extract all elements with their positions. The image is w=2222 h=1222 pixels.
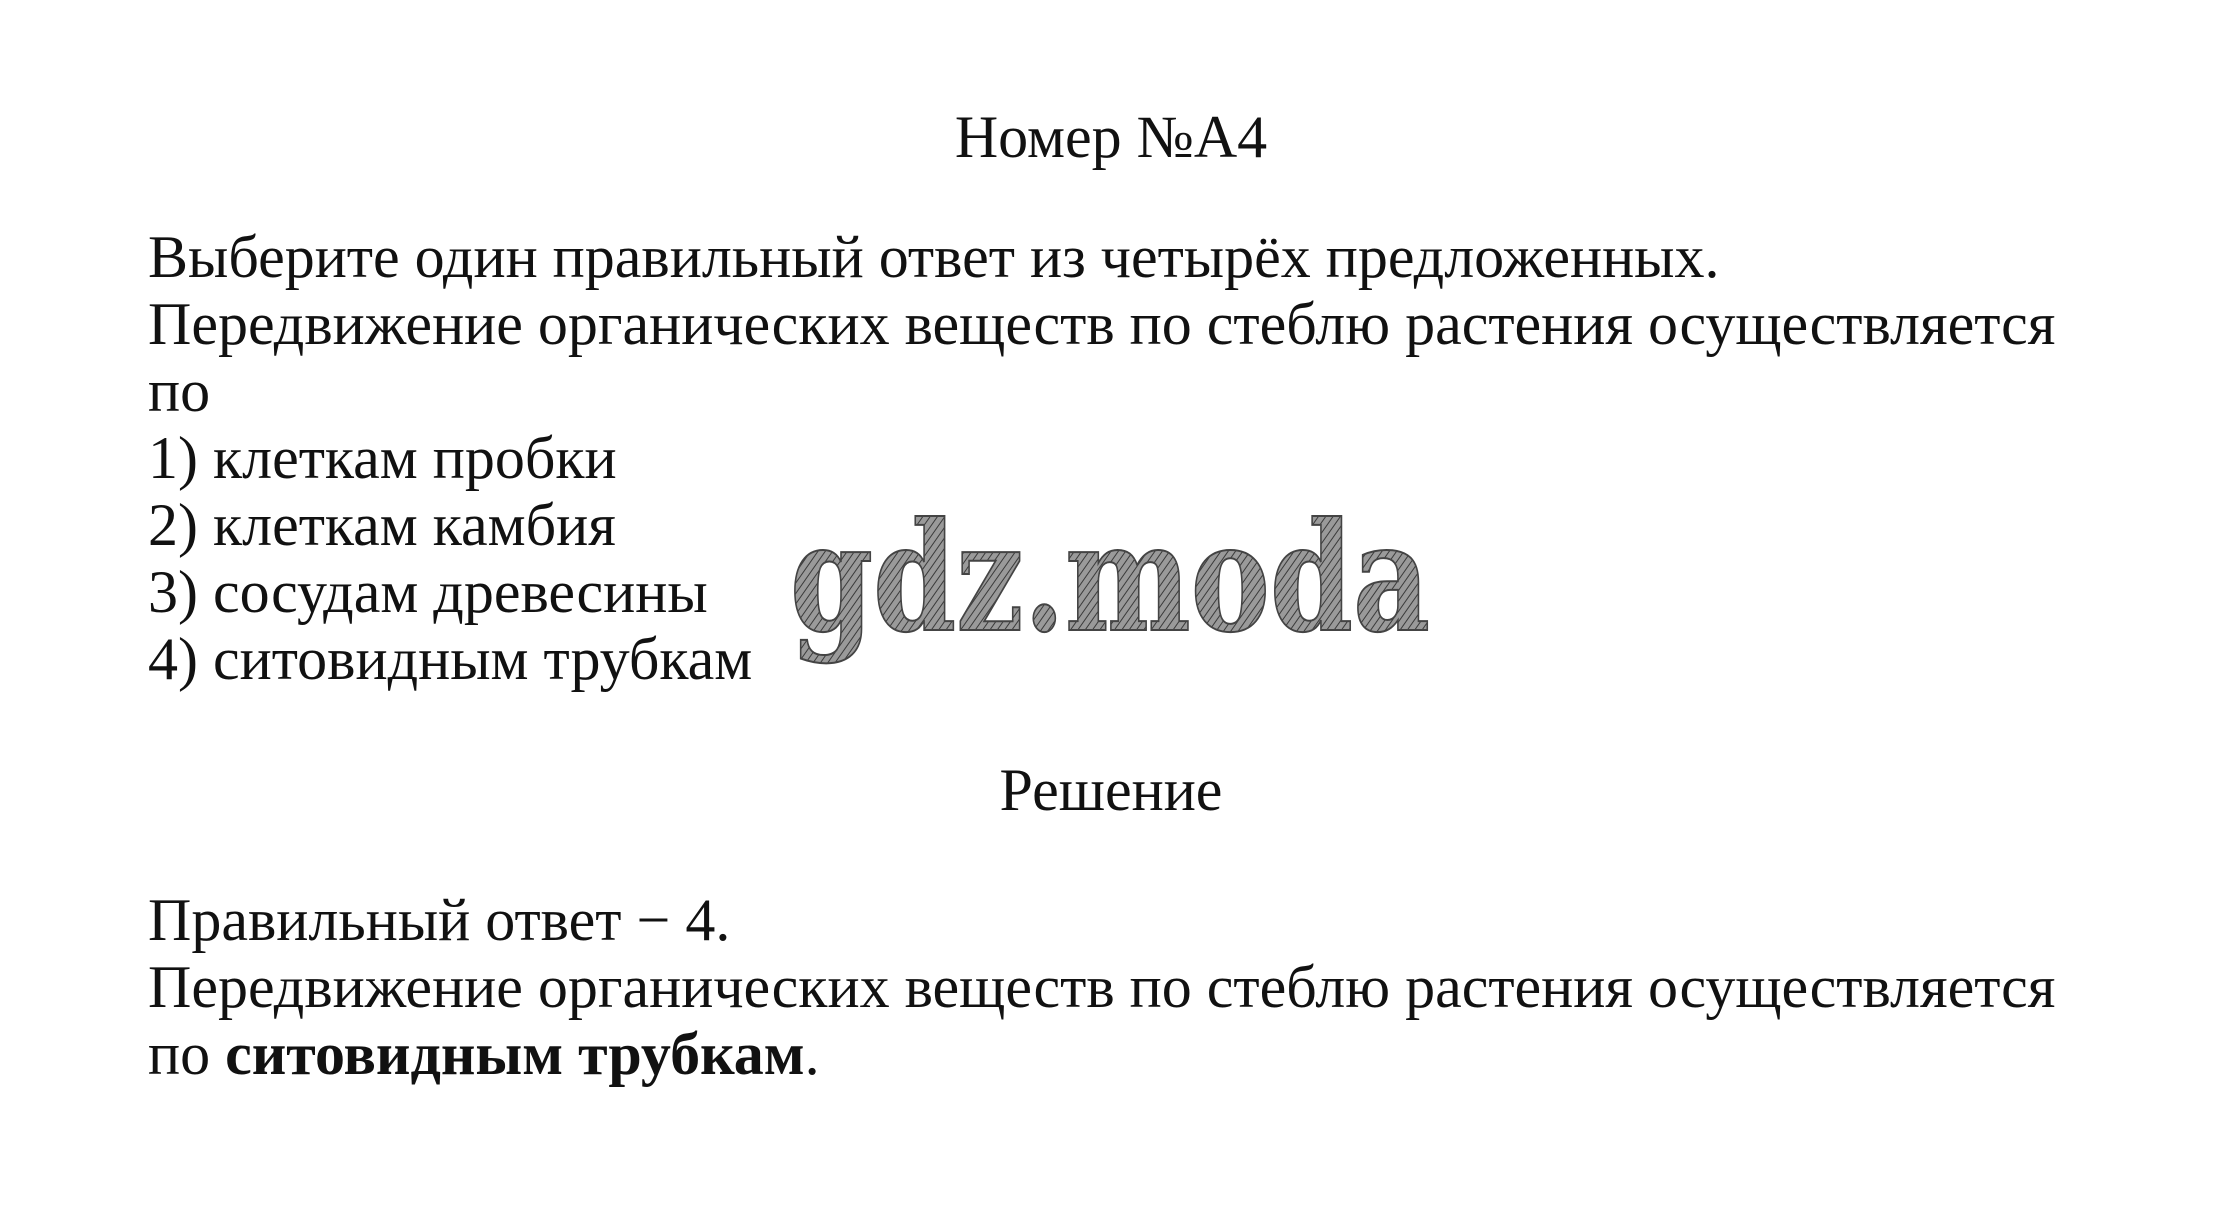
question-line-1: Передвижение органических веществ по стеблю растения осуществляется [148, 291, 2056, 357]
explanation-suffix: . [804, 1021, 820, 1087]
option-1: 1) клеткам пробки [148, 425, 617, 491]
watermark-logo [780, 490, 1440, 700]
answer-line: Правильный ответ − 4. [148, 887, 731, 953]
option-4: 4) ситовидным трубкам [148, 626, 753, 692]
explanation-bold-answer: ситовидным трубкам [225, 1021, 805, 1087]
option-2: 2) клеткам камбия [148, 492, 616, 558]
explanation-prefix: по [148, 1021, 226, 1087]
explanation-line-1: Передвижение органических веществ по стеблю растения осуществляется [148, 954, 2056, 1020]
question-line-2: по [148, 358, 211, 424]
task-instruction: Выберите один правильный ответ из четырёх предложенных. [148, 224, 1720, 290]
solution-heading: Решение [999, 757, 1223, 823]
option-3: 3) сосудам древесины [148, 559, 708, 625]
page-title: Номер №А4 [954, 104, 1268, 170]
explanation-line-2 [148, 1014, 820, 1094]
watermark-text: gdz.moda [790, 490, 1430, 666]
